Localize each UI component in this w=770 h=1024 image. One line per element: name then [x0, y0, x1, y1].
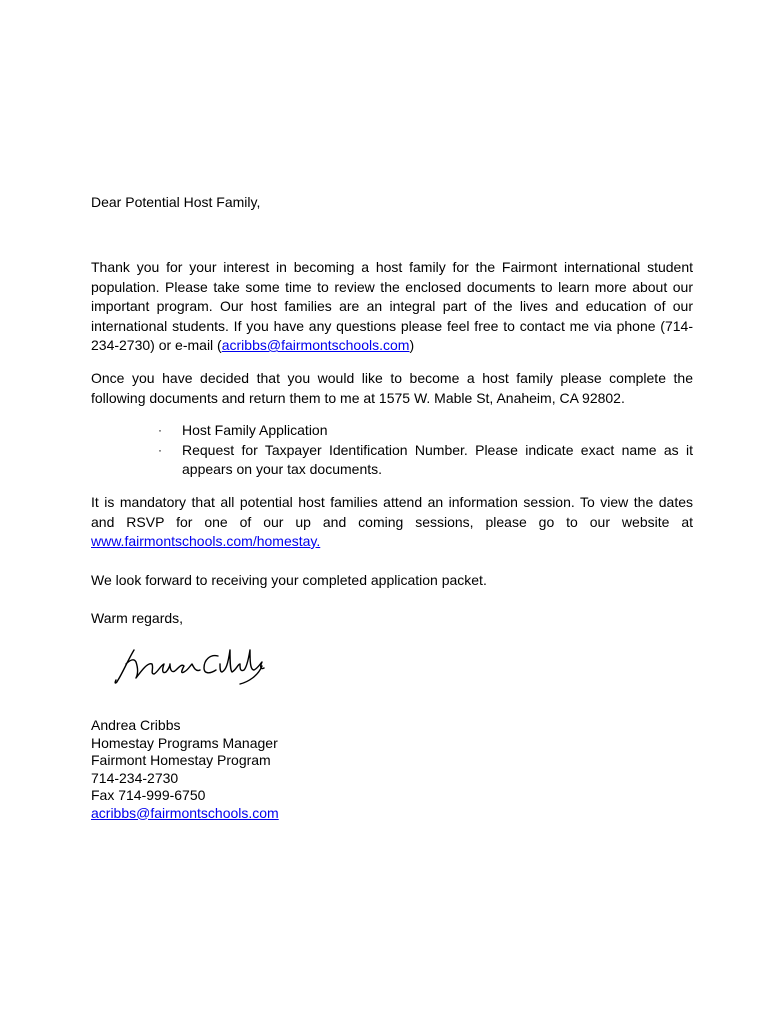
email-link-inline[interactable]: acribbs@fairmontschools.com — [221, 337, 410, 353]
signature-image — [112, 640, 272, 690]
paragraph-closing-note: We look forward to receiving your completed application packet. — [91, 572, 487, 588]
paragraph-session-text: It is mandatory that all potential host families attend an information session. To view the dates and RSVP for one of our up and coming sessions, please go to our website at — [91, 494, 693, 530]
document-list — [158, 421, 693, 480]
bullet-icon: · — [158, 423, 162, 437]
signer-email-link[interactable]: acribbs@fairmontschools.com — [91, 804, 279, 821]
list-item-text: Request for Taxpayer Identification Number. Please indicate exact name as it appears on your tax documents. — [182, 441, 693, 477]
signer-phone: 714-234-2730 — [91, 769, 179, 786]
list-item — [158, 421, 693, 441]
paragraph-instructions: Once you have decided that you would like to become a host family please complete the following documents and return them to me at 1575 W. Mable St, Anaheim, CA 92802. — [91, 370, 693, 406]
website-link[interactable]: www.fairmontschools.com/homestay. — [91, 533, 321, 549]
signature-block — [91, 717, 279, 822]
salutation: Dear Potential Host Family, — [91, 194, 261, 210]
signature-text: Andrea Cribbs — [112, 640, 119, 641]
paragraph-intro — [91, 258, 693, 356]
signer-name: Andrea Cribbs — [91, 717, 181, 733]
list-item — [158, 441, 693, 480]
signer-title: Homestay Programs Manager — [91, 734, 278, 751]
paragraph-intro-text: Thank you for your interest in becoming a host family for the Fairmont international student population. Please take some time to review the enclosed documents to learn more about our important program. Our host families are an integral part of the lives and education of our international students. If you have any questions please feel free to contact me via phone (714-234-2730) or e-mail ( — [91, 259, 693, 353]
signer-organization: Fairmont Homestay Program — [91, 752, 271, 768]
paragraph-intro-end: ) — [409, 337, 415, 353]
bullet-icon: · — [158, 442, 162, 457]
paragraph-session — [91, 493, 693, 552]
signer-fax: Fax 714-999-6750 — [91, 787, 206, 803]
closing-phrase: Warm regards, — [91, 610, 184, 626]
list-item-text: Host Family Application — [182, 422, 328, 438]
